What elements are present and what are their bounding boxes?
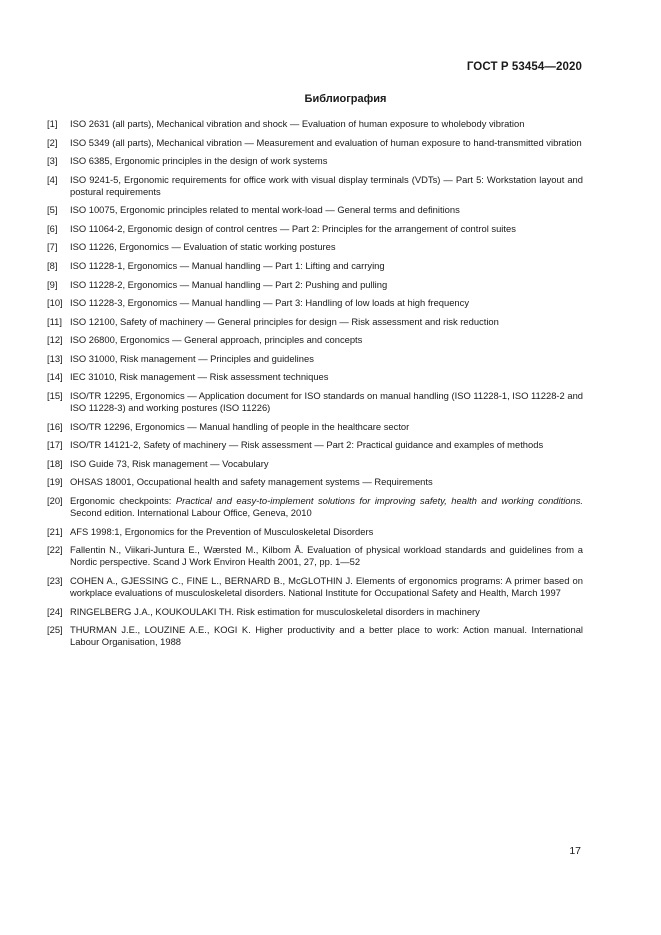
reference-text: ISO 11228-1, Ergonomics — Manual handling — Part 1: Lifting and carrying: [70, 260, 385, 272]
bibliography-entry: [47, 137, 583, 149]
reference-text: ISO 11228-3, Ergonomics — Manual handling — Part 3: Handling of low loads at high frequency: [70, 297, 470, 309]
document-code: ГОСТ Р 53454—2020: [466, 61, 582, 73]
reference-text: ISO 10075, Ergonomic principles related to mental work-load — General terms and definitions: [70, 204, 460, 216]
reference-text: ISO 5349 (all parts), Mechanical vibration — Measurement and evaluation of human exposure to hand-transmitted vibration: [70, 136, 582, 148]
reference-number: [21]: [47, 525, 63, 537]
reference-number: [4]: [47, 173, 58, 185]
bibliography-entry: [47, 353, 583, 365]
reference-text: ISO 12100, Safety of machinery — General principles for design — Risk assessment and risk reduction: [70, 315, 499, 327]
reference-number: [23]: [47, 574, 63, 586]
reference-text: COHEN A., GJESSING C., FINE L., BERNARD B., McGLOTHIN J. Elements of ergonomics programs: A primer based on workplace evaluations of musculoskeletal disorders. National Institute for Occupational Safety and Health, March 1997: [70, 574, 583, 599]
reference-text: RINGELBERG J.A., KOUKOULAKI TH. Risk estimation for musculoskeletal disorders in machinery: [70, 605, 480, 617]
reference-number: [1]: [47, 118, 58, 129]
reference-number: [18]: [47, 457, 63, 469]
reference-text: ISO 31000, Risk management — Principles and guidelines: [70, 352, 314, 364]
bibliography-entry: [47, 241, 583, 253]
reference-number: [22]: [47, 544, 63, 556]
bibliography-entry: [47, 260, 583, 272]
reference-number: [14]: [47, 371, 63, 383]
bibliography-entry: [47, 223, 583, 235]
reference-number: [24]: [47, 605, 63, 617]
reference-text-start: Ergonomic checkpoints:: [70, 494, 176, 506]
reference-text: ISO 6385, Ergonomic principles in the design of work systems: [70, 155, 328, 167]
bibliography-entry: [47, 439, 583, 451]
reference-text: Fallentin N., Viikari-Juntura E., Wærsted M., Kilbom Å. Evaluation of physical workload standards and guidelines from a Nordic perspective. Scand J Work Environ Health 2001, 27, pp. 1—52: [70, 544, 583, 568]
reference-text: ISO 2631 (all parts), Mechanical vibration and shock — Evaluation of human exposure to wholebody vibration: [70, 118, 525, 129]
reference-number: [9]: [47, 278, 58, 290]
reference-text: [70, 495, 583, 519]
reference-number: [10]: [47, 297, 63, 309]
reference-number: [13]: [47, 352, 63, 364]
reference-number: [7]: [47, 241, 58, 253]
reference-italic-title: Practical and easy-to-implement solutions for improving safety, health and working conditions.: [175, 494, 583, 506]
bibliography-entry: [47, 606, 583, 618]
bibliography-entry: [47, 458, 583, 470]
reference-text: IEC 31010, Risk management — Risk assessment techniques: [70, 371, 329, 383]
bibliography-entry: [47, 204, 583, 216]
bibliography-entry: [47, 316, 583, 328]
reference-text: ISO 11228-2, Ergonomics — Manual handling — Part 2: Pushing and pulling: [70, 278, 388, 290]
reference-text: ISO 11064-2, Ergonomic design of control centres — Part 2: Principles for the arrangement of control suites: [70, 222, 516, 234]
reference-number: [25]: [47, 624, 63, 636]
reference-text: ISO/TR 12296, Ergonomics — Manual handling of people in the healthcare sector: [70, 420, 410, 432]
bibliography-entry: [47, 334, 583, 346]
reference-number: [3]: [47, 155, 58, 167]
bibliography-entry: [47, 118, 583, 130]
reference-text: THURMAN J.E., LOUZINE A.E., KOGI K. Higher productivity and a better place to work: Action manual. International Labour Organisation, 1988: [70, 624, 583, 648]
reference-text: ISO 9241-5, Ergonomic requirements for office work with visual display terminals (VDTs) — Part 5: Workstation layout and postural requirements: [70, 173, 583, 197]
reference-text-end: Second edition. International Labour Office, Geneva, 2010: [70, 507, 312, 518]
bibliography-entry: [47, 421, 583, 433]
page-number: 17: [569, 845, 581, 857]
bibliography-entry: [47, 279, 583, 291]
bibliography-entry: [47, 624, 583, 648]
reference-number: [17]: [47, 439, 63, 451]
reference-number: [2]: [47, 136, 58, 148]
bibliography-entry: [47, 297, 583, 309]
reference-number: [16]: [47, 420, 63, 432]
bibliography-entry: [47, 476, 583, 488]
reference-text: AFS 1998:1, Ergonomics for the Prevention of Musculoskeletal Disorders: [70, 525, 374, 537]
reference-text: OHSAS 18001, Occupational health and safety management systems — Requirements: [70, 476, 433, 488]
reference-text: ISO/TR 14121-2, Safety of machinery — Risk assessment — Part 2: Practical guidance and examples of methods: [70, 439, 544, 451]
bibliography-entry: [47, 526, 583, 538]
bibliography-entry: [47, 174, 583, 198]
reference-number: [11]: [47, 315, 62, 327]
reference-number: [15]: [47, 389, 63, 401]
bibliography-entry: [47, 155, 583, 167]
reference-text: ISO 26800, Ergonomics — General approach, principles and concepts: [70, 334, 363, 346]
reference-text: ISO/TR 12295, Ergonomics — Application document for ISO standards on manual handling (ISO 11228-1, ISO 11228-2 and ISO 11228-3) and working postures (ISO 11226): [70, 389, 583, 414]
reference-text: ISO 11226, Ergonomics — Evaluation of static working postures: [70, 241, 336, 253]
section-title: Библиография: [304, 93, 387, 105]
reference-number: [19]: [47, 476, 63, 488]
reference-number: [6]: [47, 222, 58, 234]
bibliography-entry: [47, 371, 583, 383]
reference-number: [5]: [47, 204, 58, 216]
reference-number: [20]: [47, 494, 63, 506]
bibliography-entry: [47, 495, 583, 519]
reference-number: [8]: [47, 260, 58, 272]
reference-text: ISO Guide 73, Risk management — Vocabulary: [70, 457, 269, 469]
reference-number: [12]: [47, 334, 63, 346]
bibliography-entry: [47, 390, 583, 414]
bibliography-entry: [47, 575, 583, 599]
bibliography-entry: [47, 544, 583, 568]
bibliography-list: [47, 118, 583, 655]
